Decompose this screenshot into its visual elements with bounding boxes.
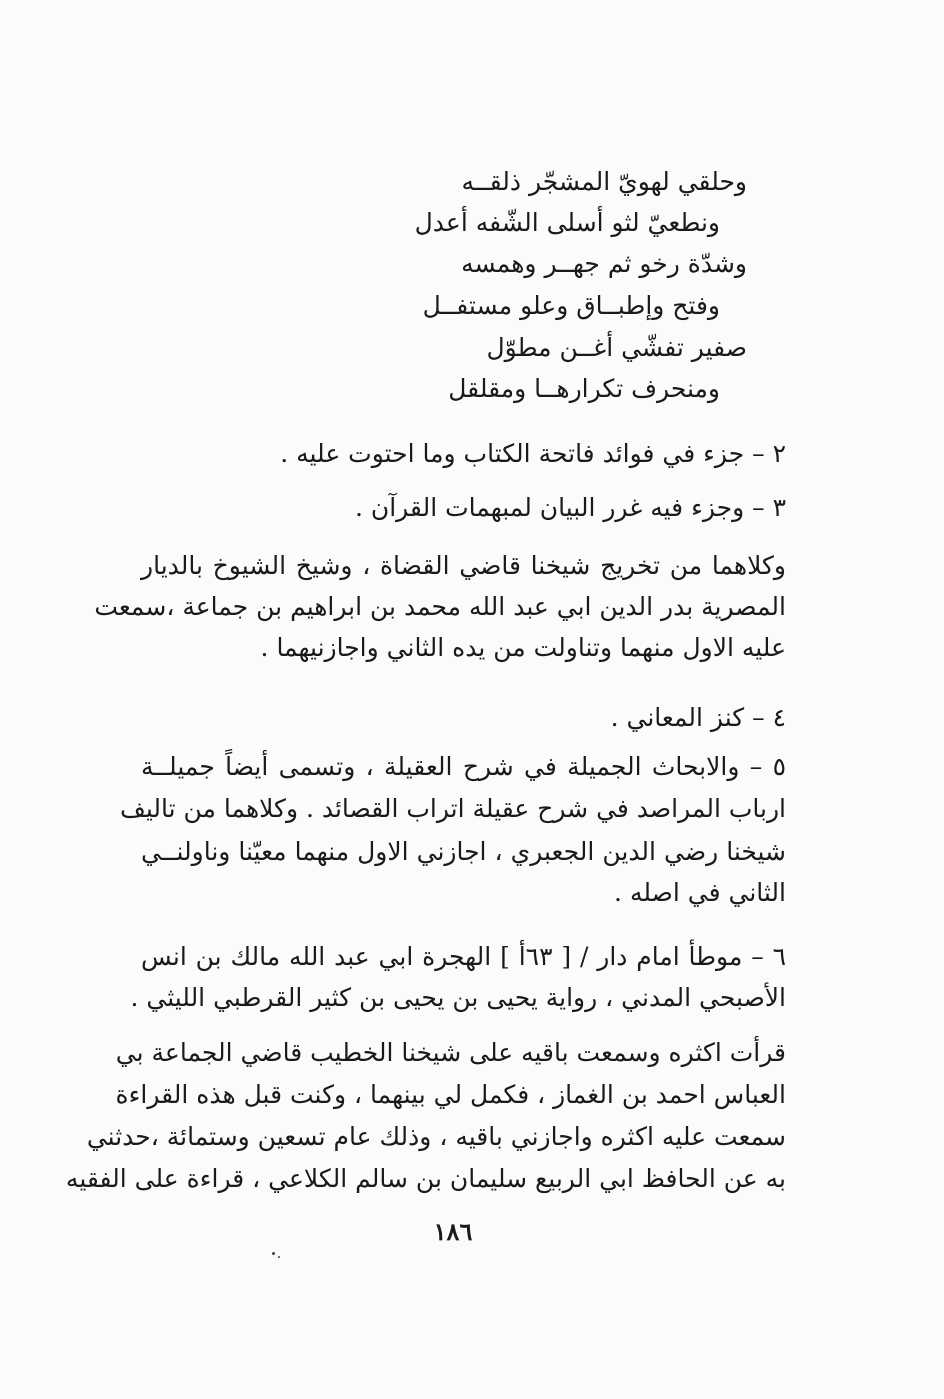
paragraph-line: المصرية بدر الدين ابي عبد الله محمد بن ابراهيم بن جماعة ،سمعت — [94, 592, 786, 621]
paragraph-line: سمعت عليه اكثره واجازني باقيه ، وذلك عام تسعين وستمائة ،حدثني — [86, 1122, 786, 1151]
paragraph-line: به عن الحافظ ابي الربيع سليمان بن سالم الكلاعي ، قراءة على الفقيه — [65, 1164, 786, 1193]
scan-speck — [278, 1256, 280, 1258]
paragraph-line: الأصبحي المدني ، رواية يحيى بن يحيى بن كثير القرطبي الليثي . — [130, 983, 786, 1012]
list-item-2: ٢ – جزء في فوائد فاتحة الكتاب وما احتوت عليه . — [280, 439, 786, 468]
poem-line: وفتح وإطبــاق وعلو مستفــل — [422, 291, 720, 320]
paragraph-line: الثاني في اصله . — [614, 878, 786, 907]
page-number: ١٨٦ — [433, 1217, 473, 1246]
poem-line: وحلقي لهويّ المشجّر ذلقــه — [461, 167, 747, 196]
poem-line: صفير تفشّي أغــن مطوّل — [486, 333, 747, 362]
poem-line: ونطعيّ لثو أسلى الشّفه أعدل — [414, 208, 720, 237]
paragraph-line: ٦ – موطأ امام دار / [ ٦٣أ ] الهجرة ابي عبد الله مالك بن انس — [141, 942, 786, 971]
paragraph-line: قرأت اكثره وسمعت باقيه على شيخنا الخطيب قاضي الجماعة بي — [115, 1038, 786, 1067]
paragraph-line: ارباب المراصد في شرح عقيلة اتراب القصائد . وكلاهما من تاليف — [119, 794, 786, 823]
paragraph-line: شيخنا رضي الدين الجعبري ، اجازني الاول منهما معيّنا وناولنــي — [141, 837, 786, 866]
poem-line: ومنحرف تكرارهــا ومقلقل — [448, 374, 720, 403]
paragraph-line: وكلاهما من تخريج شيخنا قاضي القضاة ، وشيخ الشيوخ بالديار — [141, 551, 786, 580]
paragraph-line: ٥ – والابحاث الجميلة في شرح العقيلة ، وتسمى أيضاً جميلــة — [141, 752, 786, 781]
scan-speck — [272, 1252, 275, 1255]
paragraph-line: العباس احمد بن الغماز ، فكمل لي بينهما ، وكنت قبل هذه القراءة — [115, 1080, 786, 1109]
list-item-4: ٤ – كنز المعاني . — [610, 703, 786, 732]
paragraph-line: عليه الاول منهما وتناولت من يده الثاني واجازنيهما . — [260, 633, 786, 662]
poem-line: وشدّة رخو ثم جهــر وهمسه — [461, 249, 747, 278]
list-item-3: ٣ – وجزء فيه غرر البيان لمبهمات القرآن . — [354, 493, 786, 522]
